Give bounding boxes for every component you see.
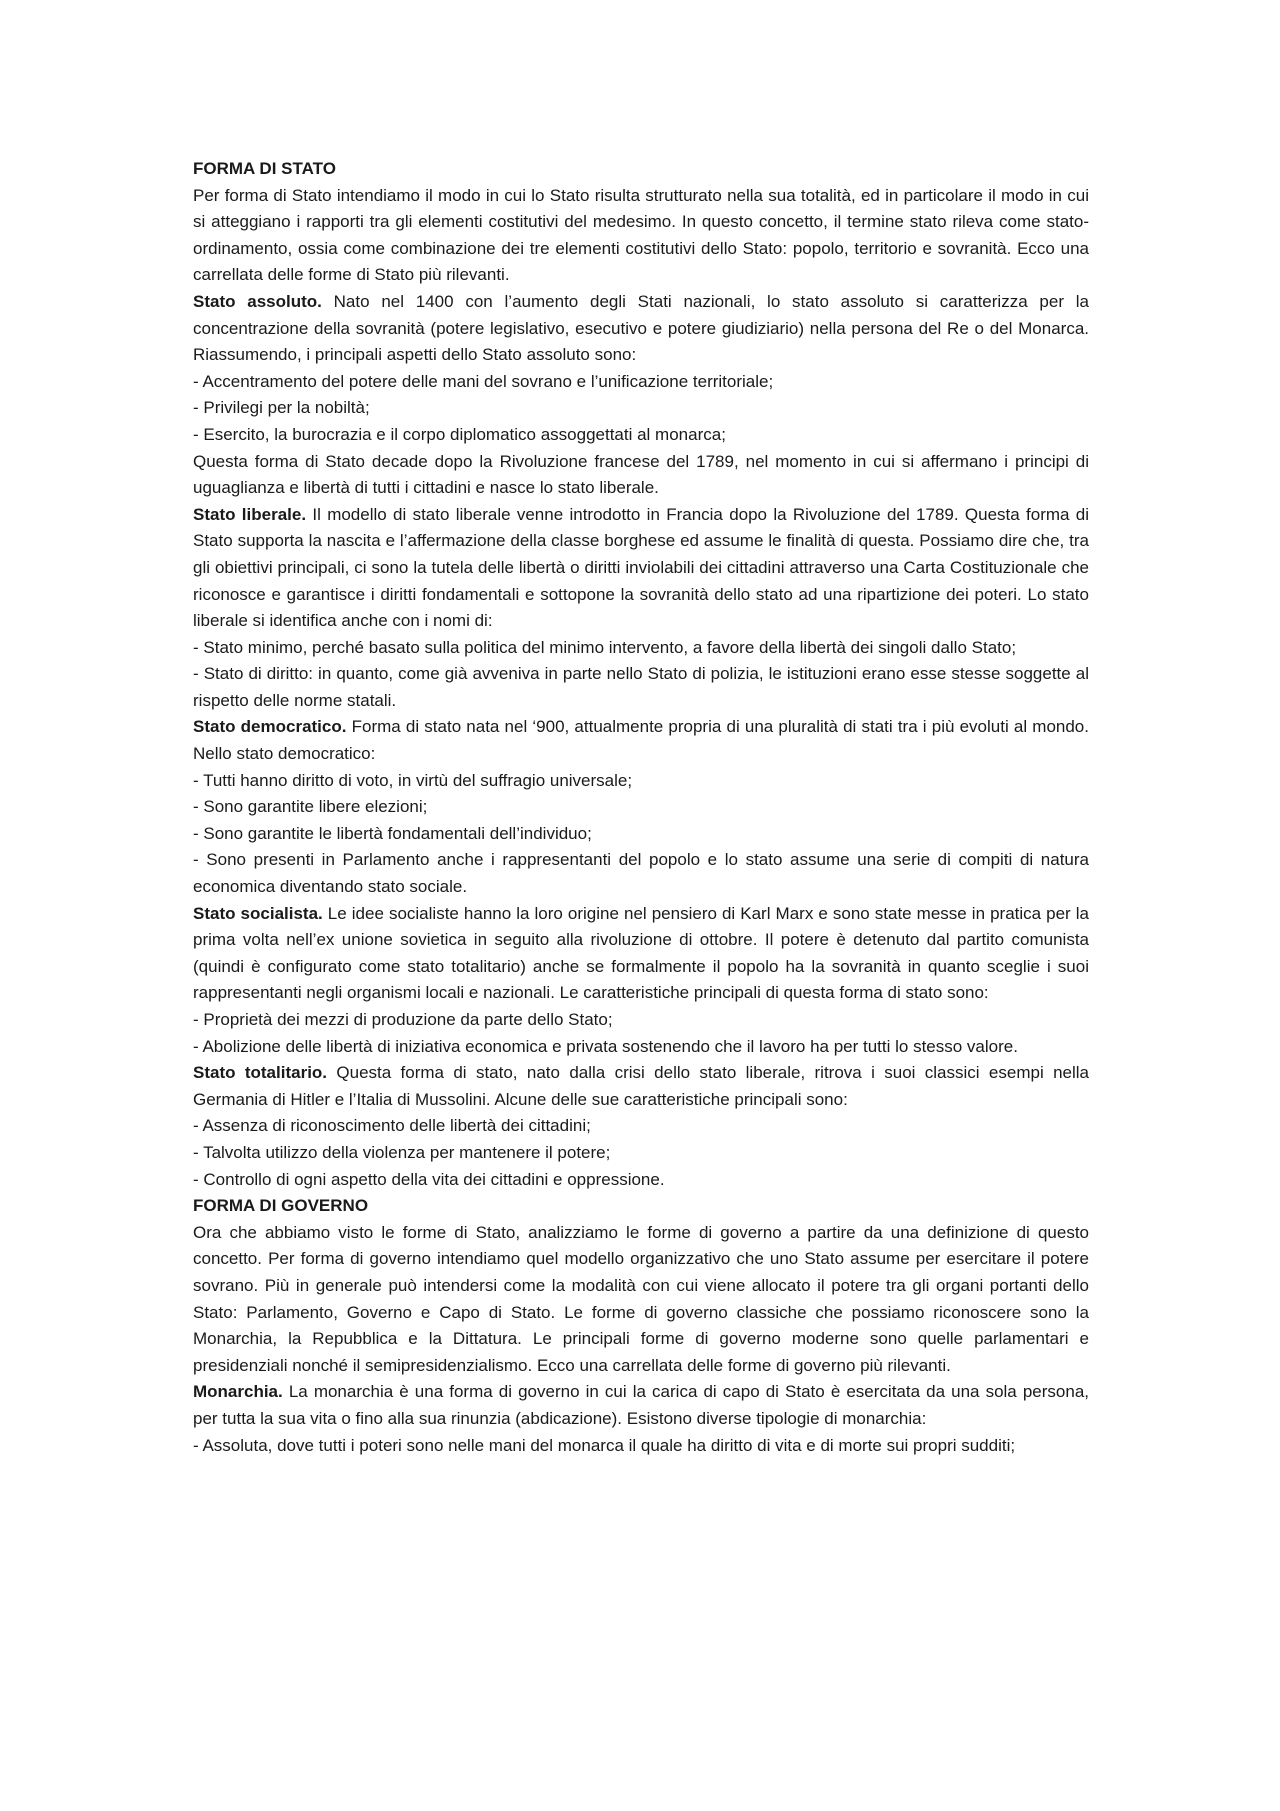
list-item: - Sono presenti in Parlamento anche i rappresentanti del popolo e lo stato assume una serie di compiti di natura economica diventando stato sociale. <box>193 850 1089 897</box>
paragraph-intro-governo: Ora che abbiamo visto le forme di Stato, analizziamo le forme di governo a partire da una definizione di questo concetto. Per forma di governo intendiamo quel modello organizzativo che uno Stato assume per esercitare il potere sovrano. Più in generale può intendersi come la modalità con cui viene allocato il potere tra gli organi portanti dello Stato: Parlamento, Governo e Capo di Stato. Le forme di governo classiche che possiamo riconoscere sono la Monarchia, la Repubblica e la Dittatura. Le principali forme di governo moderne sono quelle parlamentari e presidenziali nonché il semipresidenzialismo. Ecco una carrellata delle forme di governo più rilevanti. <box>193 1222 1089 1375</box>
paragraph-assoluto-outro: Questa forma di Stato decade dopo la Rivoluzione francese del 1789, nel momento in cui si affermano i principi di uguaglianza e libertà di tutti i cittadini e nasce lo stato liberale. <box>193 451 1089 498</box>
paragraph-stato-democratico <box>193 714 1089 767</box>
list-item: - Controllo di ogni aspetto della vita dei cittadini e oppressione. <box>193 1169 665 1189</box>
list-item: - Sono garantite le libertà fondamentali dell’individuo; <box>193 823 592 843</box>
section-heading-forma-di-stato: FORMA DI STATO <box>193 159 336 178</box>
document-page <box>193 156 1089 1459</box>
list-item: - Sono garantite libere elezioni; <box>193 797 428 817</box>
paragraph-monarchia <box>193 1379 1089 1432</box>
list-item: - Assenza di riconoscimento delle libertà dei cittadini; <box>193 1116 591 1136</box>
term-stato-assoluto: Stato assoluto. <box>193 291 322 311</box>
list-item: - Talvolta utilizzo della violenza per mantenere il potere; <box>193 1142 611 1162</box>
paragraph-stato-liberale <box>193 502 1089 635</box>
list-item: - Proprietà dei mezzi di produzione da parte dello Stato; <box>193 1010 613 1029</box>
list-item: - Esercito, la burocrazia e il corpo diplomatico assoggettati al monarca; <box>193 424 726 444</box>
paragraph-text: Questa forma di stato, nato dalla crisi dello stato liberale, ritrova i suoi classici esempi nella Germania di Hitler e l’Italia di Mussolini. Alcune delle sue caratteristiche principali sono: <box>193 1063 1089 1109</box>
list-item: - Tutti hanno diritto di voto, in virtù del suffragio universale; <box>193 770 633 790</box>
paragraph-text: Nato nel 1400 con l’aumento degli Stati nazionali, lo stato assoluto si caratterizza per la concentrazione della sovranità (potere legislativo, esecutivo e potere giudiziario) nella persona del Re o del Monarca. Riassumendo, i principali aspetti dello Stato assoluto sono: <box>193 291 1089 365</box>
paragraph-stato-socialista <box>193 901 1089 1007</box>
section-heading-forma-di-governo: FORMA DI GOVERNO <box>193 1196 369 1216</box>
list-item: - Accentramento del potere delle mani del sovrano e l’unificazione territoriale; <box>193 371 774 391</box>
list-item: - Abolizione delle libertà di iniziativa economica e privata sostenendo che il lavoro ha per tutti lo stesso valore. <box>193 1036 1018 1056</box>
list-item: - Privilegi per la nobiltà; <box>193 398 370 418</box>
list-item: - Assoluta, dove tutti i poteri sono nelle mani del monarca il quale ha diritto di vita e di morte sui propri sudditi; <box>193 1435 1016 1455</box>
paragraph-text: Le idee socialiste hanno la loro origine nel pensiero di Karl Marx e sono state messe in pratica per la prima volta nell’ex unione sovietica in seguito alla rivoluzione di ottobre. Il potere è detenuto dal partito comunista (quindi è configurato come stato totalitario) anche se formalmente il popolo ha la sovranità in quanto sceglie i suoi rappresentanti negli organismi locali e nazionali. Le caratteristiche principali di questa forma di stato sono: <box>193 903 1089 1003</box>
term-stato-democratico: Stato democratico. <box>193 717 347 737</box>
paragraph-text: Il modello di stato liberale venne introdotto in Francia dopo la Rivoluzione del 1789. Questa forma di Stato supporta la nascita e l’affermazione della classe borghese ed assume le finalità di questa. Possiamo dire che, tra gli obiettivi principali, ci sono la tutela delle libertà o diritti inviolabili dei cittadini attraverso una Carta Costituzionale che riconosce e garantisce i diritti fondamentali e sottopone la sovranità dello stato ad una ripartizione dei poteri. Lo stato liberale si identifica anche con i nomi di: <box>193 504 1090 631</box>
list-item: - Stato di diritto: in quanto, come già avveniva in parte nello Stato di polizia, le istituzioni erano esse stesse soggette al rispetto delle norme statali. <box>193 664 1089 710</box>
paragraph-stato-assoluto <box>193 289 1089 369</box>
paragraph-stato-totalitario <box>193 1060 1089 1113</box>
term-stato-totalitario: Stato totalitario. <box>193 1063 328 1083</box>
term-stato-socialista: Stato socialista. <box>193 903 323 923</box>
paragraph-text: Forma di stato nata nel ‘900, attualmente propria di una pluralità di stati tra i più evoluti al mondo. Nello stato democratico: <box>193 717 1089 764</box>
term-stato-liberale: Stato liberale. <box>193 504 307 524</box>
paragraph-intro-stato: Per forma di Stato intendiamo il modo in cui lo Stato risulta strutturato nella sua totalità, ed in particolare il modo in cui si atteggiano i rapporti tra gli elementi costitutivi del medesimo. In questo concetto, il termine stato rileva come stato-ordinamento, ossia come combinazione dei tre elementi costitutivi dello Stato: popolo, territorio e sovranità. Ecco una carrellata delle forme di Stato più rilevanti. <box>193 185 1089 285</box>
term-monarchia: Monarchia. <box>193 1382 283 1402</box>
paragraph-text: La monarchia è una forma di governo in cui la carica di capo di Stato è esercitata da una sola persona, per tutta la sua vita o fino alla sua rinunzia (abdicazione). Esistono diverse tipologie di monarchia: <box>193 1382 1089 1428</box>
list-item: - Stato minimo, perché basato sulla politica del minimo intervento, a favore della libertà dei singoli dallo Stato; <box>193 637 1017 657</box>
